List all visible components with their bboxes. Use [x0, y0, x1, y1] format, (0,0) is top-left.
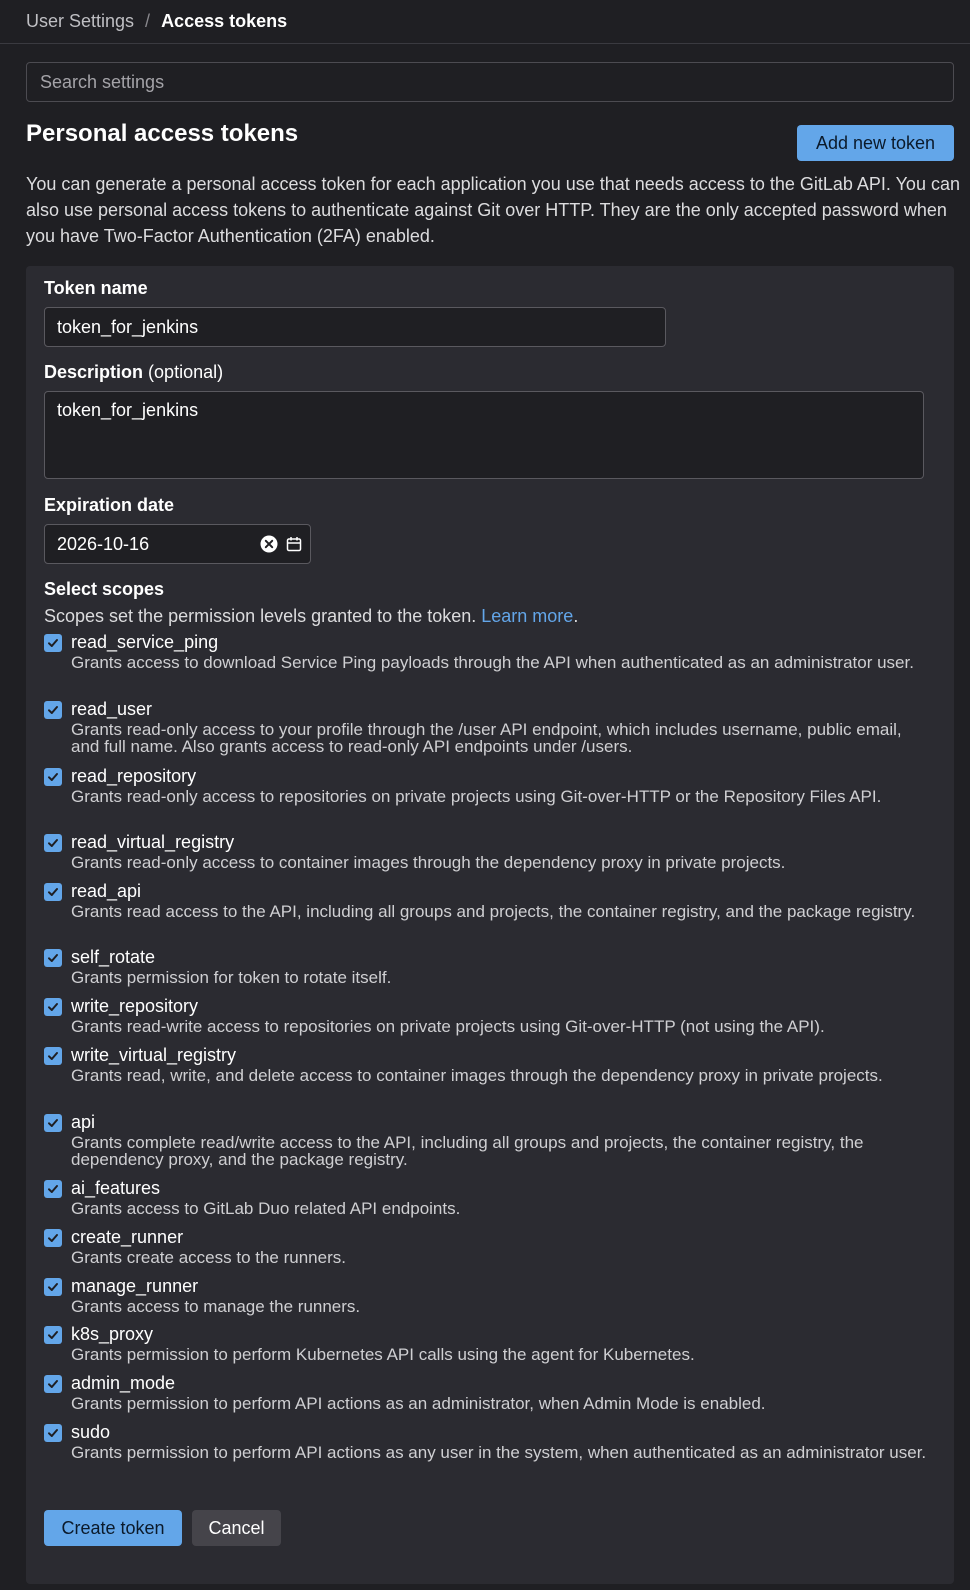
- checkmark-icon: [47, 1329, 59, 1341]
- checkmark-icon: [47, 952, 59, 964]
- intro-text: You can generate a personal access token for each application you use that needs access to the GitLab API. You can also use personal access tokens to authenticate against Git over HTTP. They are the only accepted password when you have Two-Factor Authentication (2FA) enabled.: [26, 174, 960, 246]
- scope-checkbox[interactable]: [44, 1114, 62, 1132]
- checkmark-icon: [47, 1001, 59, 1013]
- scope-checkbox[interactable]: [44, 1375, 62, 1393]
- scope-name: read_user: [71, 699, 153, 719]
- breadcrumb-separator: /: [145, 11, 151, 31]
- create-token-button[interactable]: Create token: [44, 1510, 182, 1546]
- description-label: [44, 362, 223, 383]
- select-scopes-label: Select scopes: [44, 579, 165, 599]
- scopes-help-text: [44, 606, 578, 627]
- scope-name: k8s_proxy: [71, 1324, 154, 1344]
- checkmark-icon: [47, 637, 59, 649]
- scope-description: Grants read-only access to container images through the dependency proxy in private projects.: [71, 853, 786, 872]
- checkmark-icon: [47, 1427, 59, 1439]
- scope-description: Grants permission for token to rotate itself.: [71, 968, 392, 987]
- scope-description: Grants access to download Service Ping payloads through the API when authenticated as an administrator user.: [71, 653, 914, 672]
- checkmark-icon: [47, 1232, 59, 1244]
- scope-name: manage_runner: [71, 1276, 199, 1296]
- scope-description: Grants permission to perform API actions as an administrator, when Admin Mode is enabled.: [71, 1394, 766, 1413]
- checkmark-icon: [47, 771, 59, 783]
- scope-description: Grants read-only access to your profile through the /user API endpoint, which includes username, public email, and full name. Also grants access to read-only API endpoints under /users.: [71, 720, 902, 756]
- token-name-label: Token name: [44, 278, 148, 298]
- search-settings-input[interactable]: [26, 62, 954, 102]
- scope-description: Grants read-write access to repositories on private projects using Git-over-HTTP (not using the API).: [71, 1017, 825, 1036]
- scope-description: Grants access to manage the runners.: [71, 1297, 361, 1316]
- scope-checkbox[interactable]: [44, 1424, 62, 1442]
- token-name-input[interactable]: [44, 307, 666, 347]
- scope-name: read_api: [71, 881, 142, 901]
- scope-checkbox[interactable]: [44, 883, 62, 901]
- learn-more-link[interactable]: Learn more: [481, 606, 574, 626]
- checkmark-icon: [47, 1050, 59, 1062]
- token-name-value: token_for_jenkins: [57, 316, 199, 337]
- scope-name: sudo: [71, 1422, 111, 1442]
- breadcrumb-access-tokens: Access tokens: [161, 11, 288, 31]
- description-textarea[interactable]: [44, 391, 924, 479]
- scope-checkbox[interactable]: [44, 701, 62, 719]
- checkmark-icon: [47, 704, 59, 716]
- cancel-button[interactable]: Cancel: [192, 1510, 281, 1546]
- scope-name: self_rotate: [71, 947, 156, 967]
- scope-checkbox[interactable]: [44, 998, 62, 1016]
- description-label-text: Description: [44, 362, 144, 382]
- scope-name: create_runner: [71, 1227, 184, 1247]
- scopes-help-period: .: [573, 606, 579, 626]
- description-value: token_for_jenkins: [57, 400, 199, 420]
- calendar-icon[interactable]: [286, 536, 302, 552]
- checkmark-icon: [47, 837, 59, 849]
- checkmark-icon: [47, 1183, 59, 1195]
- scope-description: Grants permission to perform API actions as any user in the system, when authenticated as an administrator user.: [71, 1443, 927, 1462]
- scope-checkbox[interactable]: [44, 1047, 62, 1065]
- token-form-panel: [26, 266, 954, 1584]
- scope-checkbox[interactable]: [44, 1326, 62, 1344]
- scope-description: Grants read access to the API, including all groups and projects, the container registry, and the package registry.: [71, 902, 916, 921]
- scope-description: Grants permission to perform Kubernetes API calls using the agent for Kubernetes.: [71, 1345, 695, 1364]
- scope-name: write_repository: [71, 996, 199, 1016]
- scope-checkbox[interactable]: [44, 834, 62, 852]
- scope-checkbox[interactable]: [44, 1180, 62, 1198]
- scope-description: Grants create access to the runners.: [71, 1248, 346, 1267]
- checkmark-icon: [47, 1117, 59, 1129]
- checkmark-icon: [47, 1281, 59, 1293]
- scope-name: read_repository: [71, 766, 197, 786]
- expiration-date-label: Expiration date: [44, 495, 175, 515]
- add-new-token-button[interactable]: Add new token: [797, 125, 954, 161]
- checkmark-icon: [47, 1378, 59, 1390]
- scope-description: Grants read, write, and delete access to container images through the dependency proxy in private projects.: [71, 1066, 883, 1085]
- clear-icon[interactable]: [260, 535, 278, 553]
- scope-name: read_service_ping: [71, 632, 219, 652]
- scope-name: read_virtual_registry: [71, 832, 235, 852]
- checkmark-icon: [47, 886, 59, 898]
- scope-checkbox[interactable]: [44, 1278, 62, 1296]
- scope-description: Grants complete read/write access to the API, including all groups and projects, the container registry, the dependency proxy, and the package registry.: [71, 1133, 864, 1169]
- scope-checkbox[interactable]: [44, 768, 62, 786]
- scope-checkbox[interactable]: [44, 634, 62, 652]
- scope-name: admin_mode: [71, 1373, 176, 1393]
- expiration-date-value: 2026-10-16: [57, 533, 150, 554]
- description-optional-text: (optional): [148, 362, 224, 382]
- scope-description: Grants access to GitLab Duo related API endpoints.: [71, 1199, 461, 1218]
- breadcrumb: [0, 0, 970, 44]
- scope-name: write_virtual_registry: [71, 1045, 237, 1065]
- scope-description: Grants read-only access to repositories on private projects using Git-over-HTTP or the Repository Files API.: [71, 787, 882, 806]
- page-title: Personal access tokens: [26, 120, 299, 147]
- scope-checkbox[interactable]: [44, 1229, 62, 1247]
- expiration-date-input[interactable]: [44, 524, 311, 564]
- scope-name: api: [71, 1112, 96, 1132]
- scope-checkbox[interactable]: [44, 949, 62, 967]
- breadcrumb-user-settings[interactable]: User Settings: [26, 11, 135, 31]
- scopes-help-sentence: Scopes set the permission levels granted to the token.: [44, 606, 477, 626]
- scope-name: ai_features: [71, 1178, 161, 1198]
